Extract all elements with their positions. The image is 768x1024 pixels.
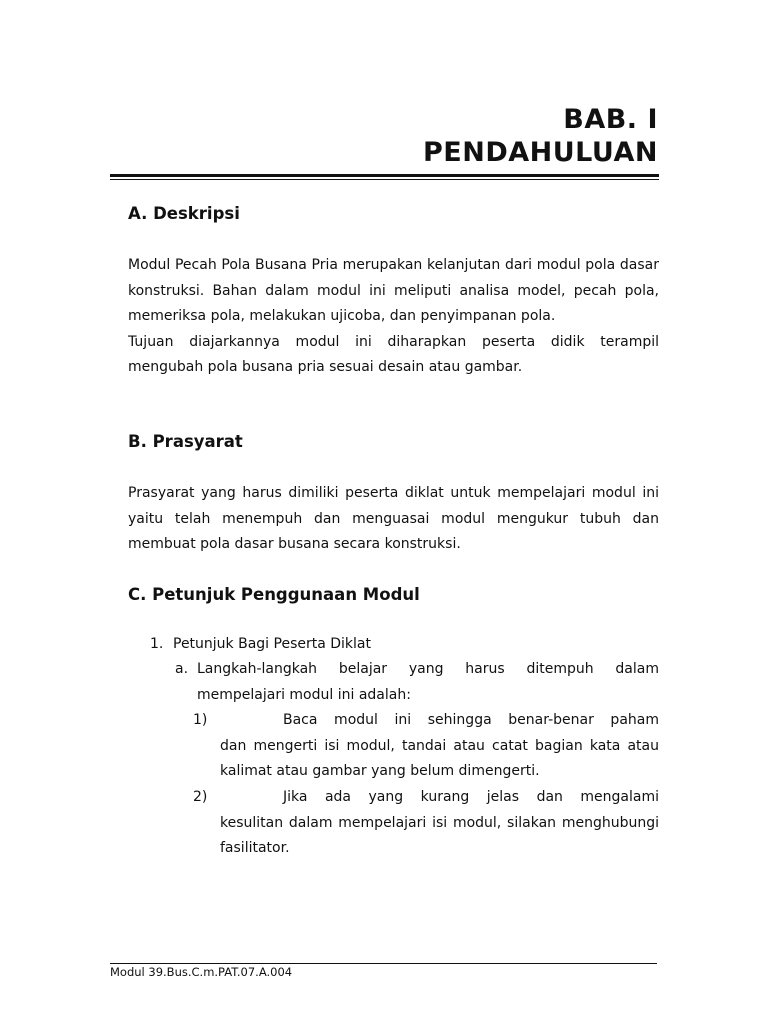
- section-petunjuk: [128, 584, 659, 606]
- header-rule-thick: [110, 174, 659, 177]
- section-heading-prasyarat: B. Prasyarat: [128, 432, 243, 451]
- section-deskripsi: [128, 203, 659, 381]
- chapter-number: BAB. I: [563, 104, 658, 135]
- section-heading-petunjuk: C. Petunjuk Penggunaan Modul: [128, 585, 420, 604]
- step-1-first-text: Baca modul ini sehingga benar-benar paham: [283, 712, 659, 728]
- step-1-continuation: dan mengerti isi modul, tandai atau catat bagian kata atau kalimat atau gambar yang belum dimengerti.: [220, 737, 659, 779]
- step-2-number: 2): [193, 789, 208, 805]
- list-item-1a-text2: mempelajari modul ini adalah:: [197, 686, 411, 703]
- step-1-first-line: [193, 708, 659, 734]
- list-item-1: [150, 632, 659, 658]
- list-item-1-number: 1.: [150, 636, 164, 652]
- footer-rule: [110, 963, 657, 964]
- step-1: [193, 708, 659, 785]
- deskripsi-paragraph-1: Modul Pecah Pola Busana Pria merupakan kelanjutan dari modul pola dasar konstruksi. Bahan dalam modul ini meliputi analisa model, pecah pola, memeriksa pola, melakukan ujicoba, dan penyimpanan pola.: [128, 257, 659, 324]
- chapter-title: PENDAHULUAN: [423, 137, 658, 168]
- section-prasyarat: [128, 431, 659, 558]
- list-item-1a-line1: [175, 657, 659, 683]
- step-2-first-line: [193, 785, 659, 811]
- step-2-first-text: Jika ada yang kurang jelas dan mengalami: [283, 789, 659, 805]
- step-1-number: 1): [193, 712, 208, 728]
- chapter-title-block: [423, 103, 658, 169]
- footer-module-code: Modul 39.Bus.C.m.PAT.07.A.004: [110, 965, 293, 979]
- list-item-1a-letter: a.: [175, 661, 189, 677]
- header-rule-thin: [110, 179, 659, 180]
- prasyarat-paragraph: Prasyarat yang harus dimiliki peserta diklat untuk mempelajari modul ini yaitu telah menempuh dan menguasai modul mengukur tubuh dan membuat pola dasar busana secara konstruksi.: [128, 485, 659, 552]
- list-item-1-text: Petunjuk Bagi Peserta Diklat: [173, 636, 371, 652]
- list-item-1a-text1: Langkah-langkah belajar yang harus ditempuh dalam: [197, 661, 659, 677]
- section-heading-deskripsi: A. Deskripsi: [128, 204, 240, 223]
- step-2-continuation: kesulitan dalam mempelajari isi modul, silakan menghubungi fasilitator.: [220, 814, 659, 856]
- deskripsi-paragraph-2: Tujuan diajarkannya modul ini diharapkan peserta didik terampil mengubah pola busana pria sesuai desain atau gambar.: [128, 333, 659, 375]
- step-2: [193, 785, 659, 862]
- list-item-1a: [175, 657, 659, 708]
